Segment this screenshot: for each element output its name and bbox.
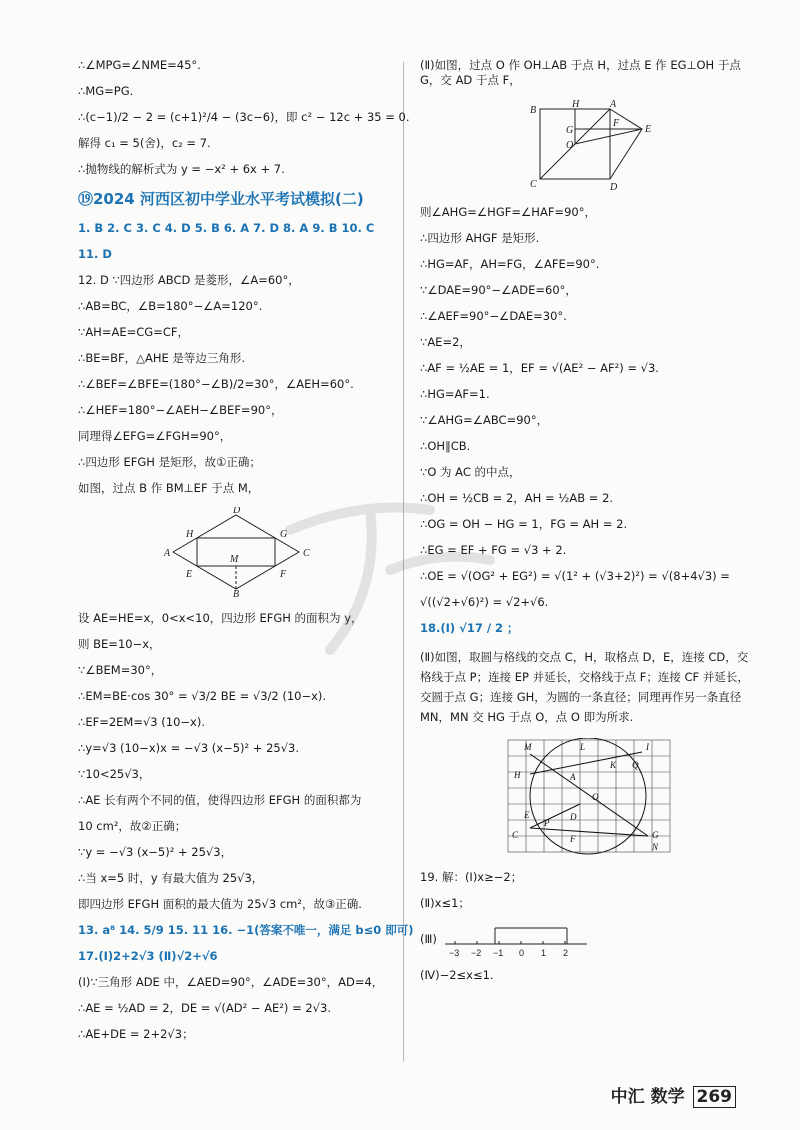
- text-line: 17.(Ⅰ)2+2√3 (Ⅱ)√2+√6: [78, 949, 218, 963]
- label-D: D: [570, 812, 577, 822]
- text-line: ∵O 为 AC 的中点，: [420, 465, 521, 479]
- label-O: O: [592, 792, 599, 802]
- text-line: ∴四边形 EFGH 是矩形，故①正确；: [78, 455, 261, 469]
- tick-label: 0: [518, 948, 524, 958]
- label-F: F: [280, 569, 287, 580]
- square-figure: [420, 99, 750, 195]
- label-G: G: [566, 125, 574, 136]
- label-C: C: [512, 830, 519, 840]
- label-Q: Q: [632, 760, 639, 770]
- answer-line: 1. B 2. C 3. C 4. D 5. B 6. A 7. D 8. A 9. B 10. C: [78, 221, 375, 235]
- label-M: M: [230, 554, 239, 565]
- text-line: ∵AE=2，: [420, 335, 471, 349]
- label-C: C: [530, 179, 537, 190]
- text-line: 设 AE=HE=x，0<x<10，四边形 EFGH 的面积为 y，: [78, 611, 363, 625]
- tick-label: 1: [540, 948, 546, 958]
- label-D: D: [610, 182, 618, 191]
- text-line: (Ⅲ): [420, 932, 437, 946]
- text-line: ∴∠MPG=∠NME=45°.: [78, 58, 201, 72]
- text-line: 如图，过点 B 作 BM⊥EF 于点 M，: [78, 481, 260, 495]
- text-line: ∵∠AHG=∠ABC=90°，: [420, 413, 549, 427]
- label-F: F: [570, 834, 576, 844]
- text-line: ∴∠AEF=90°−∠DAE=30°.: [420, 309, 567, 323]
- tick-label: −3: [448, 948, 460, 958]
- number-line-row: [420, 922, 750, 960]
- text-line: ∴∠HEF=180°−∠AEH−∠BEF=90°，: [78, 403, 283, 417]
- text-line: ∵∠BEM=30°，: [78, 663, 163, 677]
- grid-figure: [420, 738, 750, 860]
- label-I: I: [646, 742, 649, 752]
- text-line: ∴AF = ½AE = 1，EF = √(AE² − AF²) = √3.: [420, 361, 659, 375]
- label-H: H: [572, 99, 580, 110]
- text-line: ∴EG = EF + FG = √3 + 2.: [420, 543, 567, 557]
- label-B: B: [233, 589, 240, 597]
- text-line: 同理得∠EFG=∠FGH=90°，: [78, 429, 232, 443]
- text-line: ∴AE 长有两个不同的值，使得四边形 EFGH 的面积都为: [78, 793, 362, 807]
- text-line: (Ⅱ)如图，过点 O 作 OH⊥AB 于点 H，过点 E 作 EG⊥OH 于点 G，交 AD 于点 F，: [420, 58, 741, 87]
- text-line: 10 cm²，故②正确；: [78, 819, 187, 833]
- label-A: A: [610, 99, 617, 110]
- label-A: A: [164, 548, 171, 559]
- tick-label: −2: [470, 948, 482, 958]
- label-F: F: [613, 118, 620, 129]
- label-H: H: [514, 770, 521, 780]
- label-O: O: [566, 140, 574, 151]
- answer-line: 11. D: [78, 247, 112, 261]
- text-line: ∴y=√3 (10−x)x = −√3 (x−5)² + 25√3.: [78, 741, 300, 755]
- text-line: ∴OE = √(OG² + EG²) = √(1² + (√3+2)²) = √(8+4√3) =: [420, 569, 730, 583]
- text-line: ∴AE+DE = 2+2√3；: [78, 1027, 194, 1041]
- text-line: ∵10<25√3，: [78, 767, 151, 781]
- text-line: 即四边形 EFGH 面积的最大值为 25√3 cm²，故③正确.: [78, 897, 362, 911]
- text-line: ∴AB=BC，∠B=180°−∠A=120°.: [78, 299, 263, 313]
- label-N: N: [652, 842, 659, 852]
- label-L: L: [580, 742, 586, 752]
- text-line: (Ⅱ)x≤1；: [420, 896, 470, 910]
- text-line: ∵y = −√3 (x−5)² + 25√3，: [78, 845, 233, 859]
- label-M: M: [524, 742, 532, 752]
- tick-label: 2: [562, 948, 568, 958]
- text-line: ∴HG=AF，AH=FG，∠AFE=90°.: [420, 257, 600, 271]
- footer-text: 中汇 数学: [610, 1087, 685, 1107]
- text-line: √((√2+√6)²) = √2+√6.: [420, 595, 549, 609]
- text-line: (Ⅳ)−2≤x≤1.: [420, 968, 494, 982]
- label-P: P: [544, 818, 550, 828]
- tick-label: −1: [492, 948, 504, 958]
- text-line: ∴OG = OH − HG = 1，FG = AH = 2.: [420, 517, 628, 531]
- label-E: E: [524, 810, 530, 820]
- label-C: C: [303, 548, 310, 559]
- text-line: 则∠AHG=∠HGF=∠HAF=90°，: [420, 205, 596, 219]
- text-line: ∵AH=AE=CG=CF，: [78, 325, 189, 339]
- text-line: ∴EF=2EM=√3 (10−x).: [78, 715, 205, 729]
- text-line: ∴OH = ½CB = 2，AH = ½AB = 2.: [420, 491, 614, 505]
- label-E: E: [645, 124, 652, 135]
- text-line: ∴MG=PG.: [78, 84, 134, 98]
- text-line: ∴AE = ½AD = 2，DE = √(AD² − AE²) = 2√3.: [78, 1001, 331, 1015]
- text-line: ∴抛物线的解析式为 y = −x² + 6x + 7.: [78, 162, 285, 176]
- answer-line: 13. a⁸ 14. 5/9 15. 11 16. −1(答案不唯一，满足 b≤0 即可): [78, 923, 414, 937]
- text-line: ∴HG=AF=1.: [420, 387, 490, 401]
- label-D: D: [233, 507, 241, 516]
- label-K: K: [610, 760, 617, 770]
- page-number: 269: [693, 1086, 737, 1108]
- text-line: ∴EM=BE·cos 30° = √3/2 BE = √3/2 (10−x).: [78, 689, 327, 703]
- text-line: 19. 解：(Ⅰ)x≥−2；: [420, 870, 523, 884]
- text-line: ∴(c−1)/2 − 2 = (c+1)²/4 − (3c−6)，即 c² − 12c + 35 = 0.: [78, 110, 410, 124]
- label-G: G: [280, 529, 288, 540]
- label-H: H: [186, 529, 194, 540]
- text-line: 12. D ∵四边形 ABCD 是菱形，∠A=60°，: [78, 273, 300, 287]
- text-line: ∵∠DAE=90°−∠ADE=60°，: [420, 283, 577, 297]
- label-B: B: [530, 105, 537, 116]
- label-G: G: [652, 830, 659, 840]
- text-line: ∴四边形 AHGF 是矩形.: [420, 231, 540, 245]
- text-line: 18.(Ⅰ) √17 / 2 ；: [420, 621, 519, 635]
- text-line: ∴OH∥CB.: [420, 439, 471, 453]
- text-paragraph: (Ⅱ)如图，取圆与格线的交点 C，H，取格点 D，E，连接 CD，交格线于点 P；连接 EP 并延长，交格线于点 F；连接 CF 并延长，交圆于点 G；连接 GH，为圆的一条直径；同理再作另一条直径 MN，MN 交 HG 于点 O，点 O 即为所求.: [420, 650, 749, 724]
- text-line: (Ⅰ)∵三角形 ADE 中，∠AED=90°，∠ADE=30°，AD=4，: [78, 975, 384, 989]
- text-line: ∴∠BEF=∠BFE=(180°−∠B)/2=30°，∠AEH=60°.: [78, 377, 354, 391]
- text-line: ∴当 x=5 时，y 有最大值为 25√3，: [78, 871, 264, 885]
- page-footer: [611, 1082, 736, 1107]
- text-line: 解得 c₁ = 5(舍)，c₂ = 7.: [78, 136, 211, 150]
- watermark-logo: [270, 470, 510, 670]
- label-A: A: [570, 772, 576, 782]
- text-line: ∴BE=BF，△AHE 是等边三角形.: [78, 351, 246, 365]
- label-E: E: [186, 569, 193, 580]
- text-line: 则 BE=10−x，: [78, 637, 161, 651]
- section-title: ⑲2024 河西区初中学业水平考试模拟(二): [78, 190, 364, 208]
- number-line: [441, 922, 591, 960]
